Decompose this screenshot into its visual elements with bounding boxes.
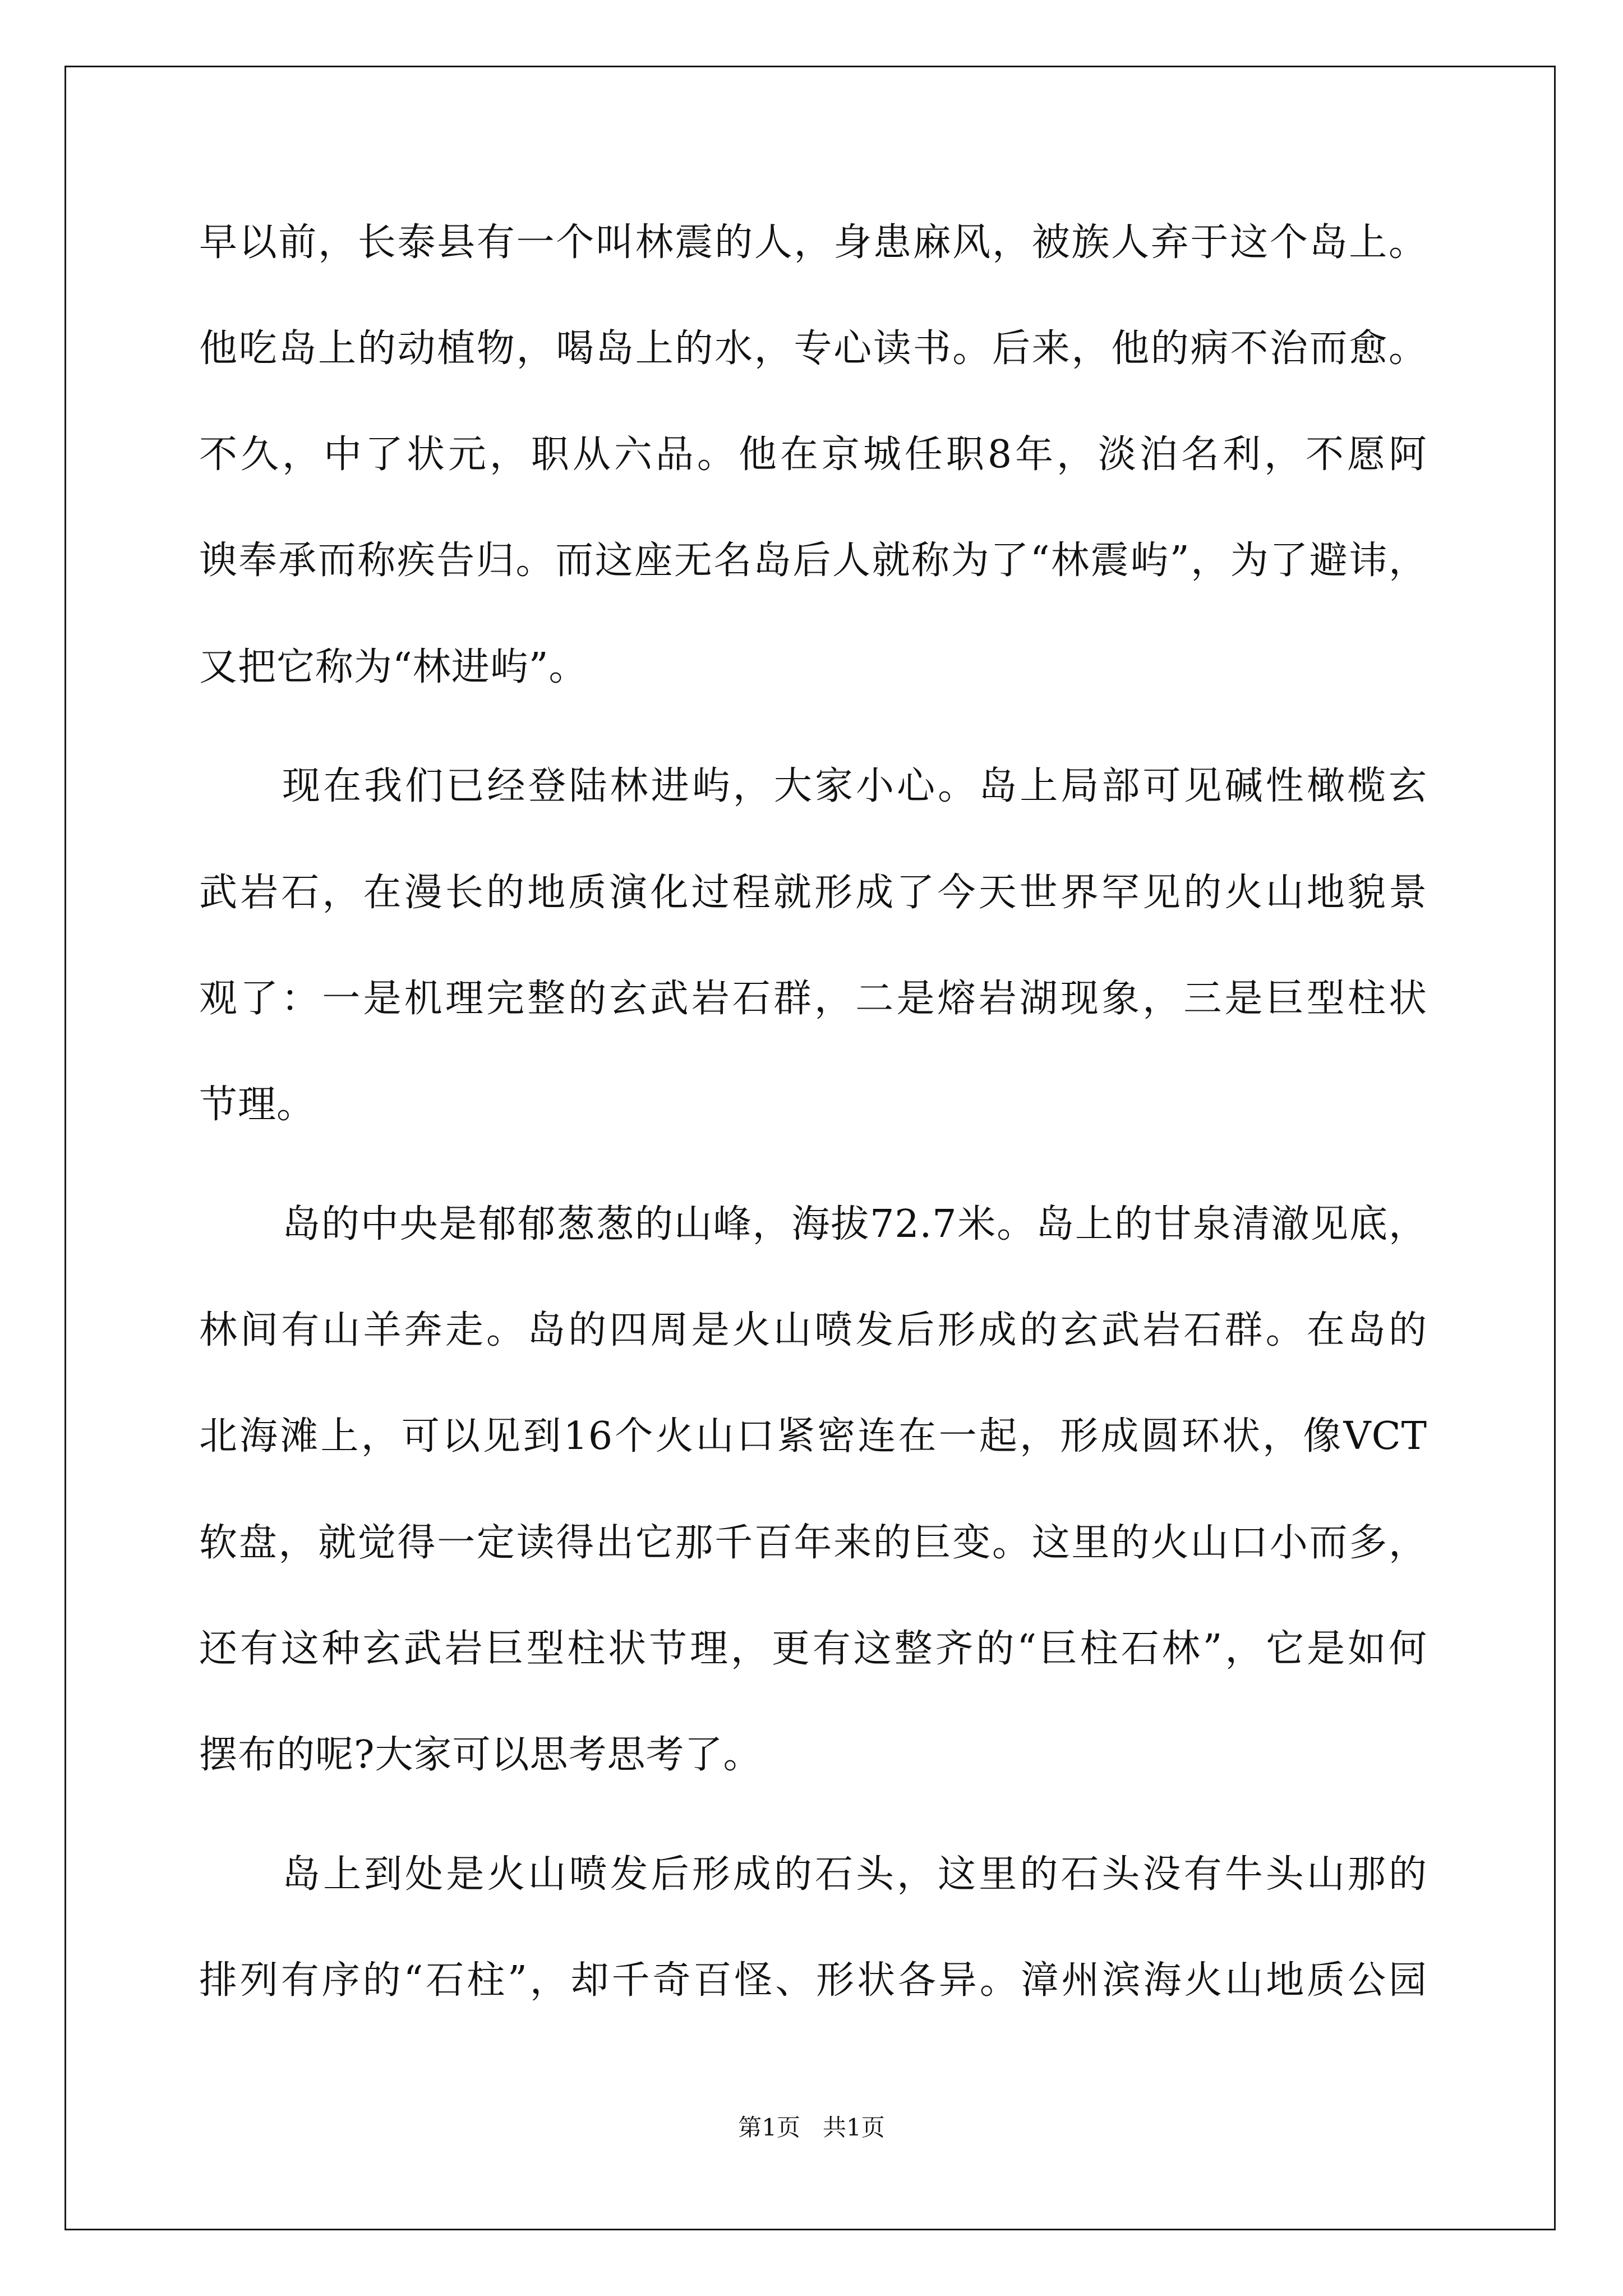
page-border	[64, 66, 1556, 2230]
paragraph-line: 岛的中央是郁郁葱葱的山峰，海拔72.7米。岛上的甘泉清澈见底，	[282, 1202, 1427, 1246]
paragraph-line: 他吃岛上的动植物，喝岛上的水，专心读书。后来，他的病不治而愈。	[199, 326, 1427, 371]
paragraph-line: 北海滩上，可以见到16个火山口紧密连在一起，形成圆环状，像VCT	[199, 1414, 1427, 1458]
paragraph-line: 林间有山羊奔走。岛的四周是火山喷发后形成的玄武岩石群。在岛的	[199, 1308, 1427, 1352]
paragraph-line: 武岩石，在漫长的地质演化过程就形成了今天世界罕见的火山地貌景	[199, 871, 1427, 915]
paragraph-line: 早以前，长泰县有一个叫林震的人，身患麻风，被族人弃于这个岛上。	[199, 220, 1427, 265]
paragraph-line: 还有这种玄武岩巨型柱状节理，更有这整齐的“巨柱石林”，它是如何	[199, 1627, 1427, 1671]
paragraph-line: 观了：一是机理完整的玄武岩石群，二是熔岩湖现象，三是巨型柱状	[199, 977, 1427, 1021]
paragraph-line: 岛上到处是火山喷发后形成的石头，这里的石头没有牛头山那的	[282, 1852, 1427, 1897]
paragraph-line: 又把它称为“林进屿”。	[199, 645, 588, 689]
paragraph-line: 不久，中了状元，职从六品。他在京城任职8年，淡泊名利，不愿阿	[199, 432, 1427, 477]
paragraph-line: 摆布的呢?大家可以思考思考了。	[199, 1733, 762, 1777]
paragraph-line: 节理。	[199, 1083, 316, 1127]
paragraph-line: 软盘，就觉得一定读得出它那千百年来的巨变。这里的火山口小而多，	[199, 1521, 1427, 1565]
paragraph-line: 现在我们已经登陆林进屿，大家小心。岛上局部可见碱性橄榄玄	[282, 764, 1427, 808]
paragraph-line: 排列有序的“石柱”，却千奇百怪、形状各异。漳州滨海火山地质公园	[199, 1958, 1427, 2003]
paragraph-line: 谀奉承而称疾告归。而这座无名岛后人就称为了“林震屿”，为了避讳，	[199, 539, 1427, 583]
page-number: 第1页 共1页	[738, 2114, 885, 2141]
